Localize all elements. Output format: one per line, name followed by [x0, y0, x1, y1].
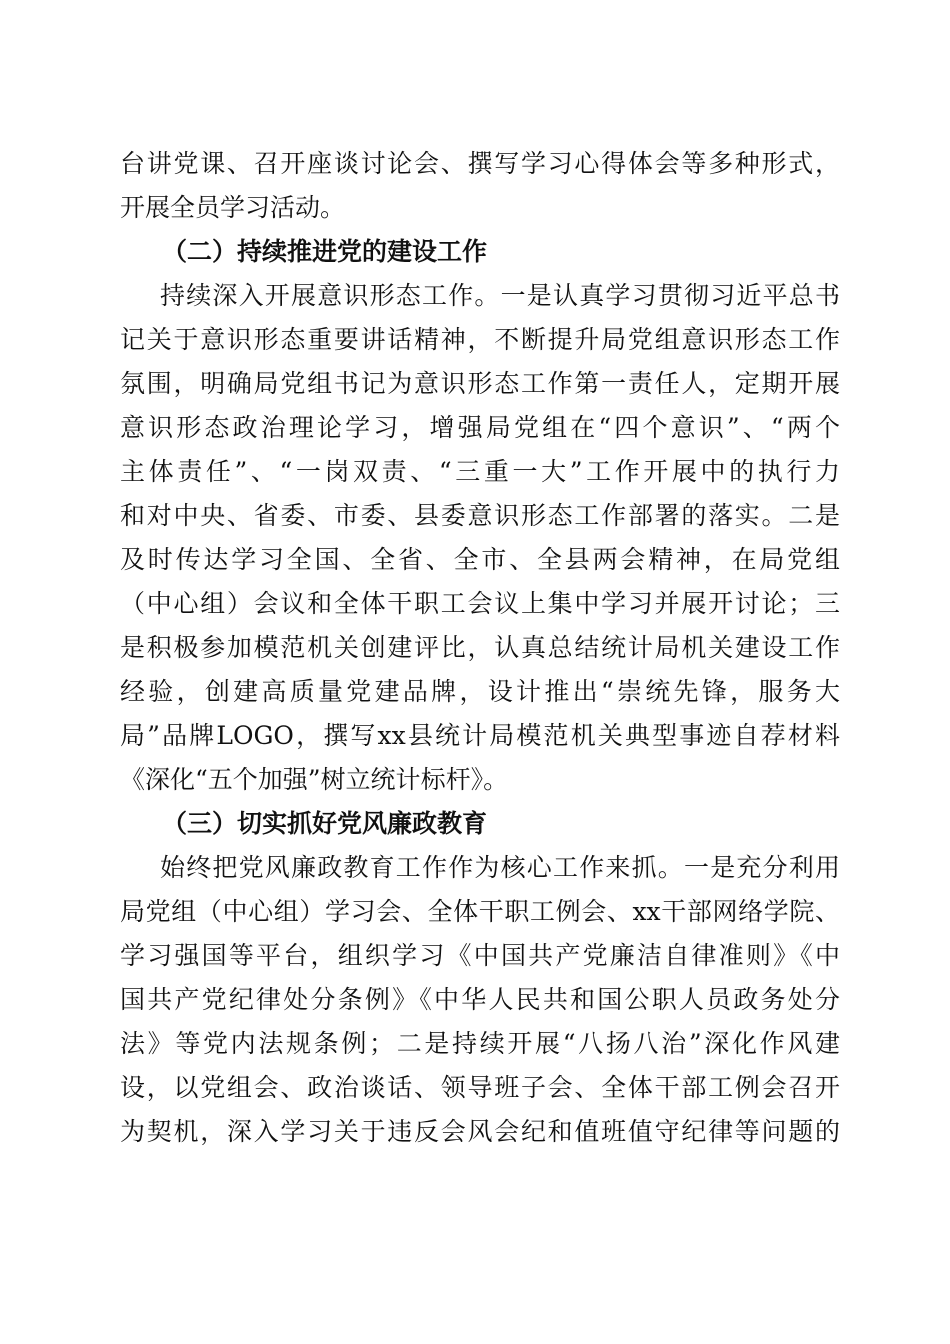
paragraph-line: 经验，创建高质量党建品牌，设计推出“崇统先锋，服务大 [120, 677, 840, 706]
paragraph-line: 法》等党内法规条例；二是持续开展“八扬八治”深化作风建 [120, 1029, 840, 1058]
paragraph-line: 始终把党风廉政教育工作作为核心工作来抓。一是充分利用 [160, 853, 840, 882]
paragraph-line: 氛围，明确局党组书记为意识形态工作第一责任人，定期开展 [120, 369, 840, 398]
paragraph-line: 为契机，深入学习关于违反会风会纪和值班值守纪律等问题的 [120, 1117, 840, 1146]
section-heading: （三）切实抓好党风廉政教育 [162, 809, 488, 838]
paragraph-line: 主体责任”、“一岗双责、“三重一大”工作开展中的执行力 [120, 457, 840, 486]
paragraph-line: 是积极参加模范机关创建评比，认真总结统计局机关建设工作 [120, 633, 840, 662]
body-text [120, 142, 840, 1154]
paragraph-line: 台讲党课、召开座谈讨论会、撰写学习心得体会等多种形式， [120, 149, 840, 178]
paragraph-line: 局”品牌LOGO，撰写xx县统计局模范机关典型事迹自荐材料 [120, 721, 840, 750]
paragraph-line: 开展全员学习活动。 [120, 193, 346, 222]
paragraph-line: 《深化“五个加强”树立统计标杆》。 [120, 765, 509, 794]
paragraph-line: 学习强国等平台，组织学习《中国共产党廉洁自律准则》《中 [120, 941, 840, 970]
paragraph-line: 及时传达学习全国、全省、全市、全县两会精神，在局党组 [120, 545, 840, 574]
paragraph-line: 国共产党纪律处分条例》《中华人民共和国公职人员政务处分 [120, 985, 840, 1014]
paragraph-line: 局党组（中心组）学习会、全体干职工例会、xx干部网络学院、 [120, 897, 840, 926]
section-heading: （二）持续推进党的建设工作 [162, 237, 488, 266]
paragraph-line: 设，以党组会、政治谈话、领导班子会、全体干部工例会召开 [120, 1073, 840, 1102]
paragraph-line: 记关于意识形态重要讲话精神，不断提升局党组意识形态工作 [120, 325, 840, 354]
paragraph-line: （中心组）会议和全体干职工会议上集中学习并展开讨论；三 [120, 589, 840, 618]
paragraph-line: 和对中央、省委、市委、县委意识形态工作部署的落实。二是 [120, 501, 840, 530]
paragraph-line: 持续深入开展意识形态工作。一是认真学习贯彻习近平总书 [160, 281, 840, 310]
paragraph-line: 意识形态政治理论学习，增强局党组在“四个意识”、“两个 [120, 413, 840, 442]
